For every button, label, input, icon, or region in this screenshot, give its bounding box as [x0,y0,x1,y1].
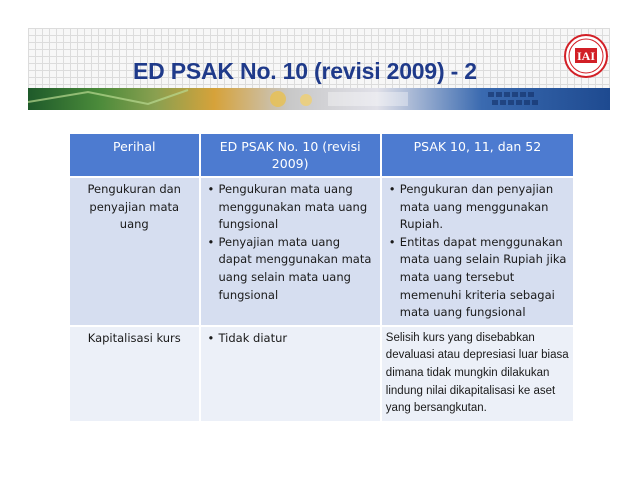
bullet-item: • Pengukuran dan penyajian mata uang menggunakan Rupiah. [400,181,569,234]
header-banner-image [28,88,610,110]
table-row [70,327,573,421]
bullet-item: • Penyajian mata uang dapat menggunakan mata uang selain mata uang fungsional [219,234,376,304]
bullet-item: • Entitas dapat menggunakan mata uang selain Rupiah jika mata uang tersebut memenuhi kriteria sebagai mata uang fungsional [400,234,569,322]
cell-psak: Selisih kurs yang disebabkan devaluasi atau depresiasi luar biasa dimana tidak mungkin dilakukan lindung nilai dikapitalisasi ke aset yang bersangkutan. [382,327,573,421]
cell-perihal: Pengukuran dan penyajian mata uang [70,178,199,325]
table-header-row [70,134,573,176]
header-psak-10-11-52: PSAK 10, 11, dan 52 [382,134,573,176]
slide-title: ED PSAK No. 10 (revisi 2009) - 2 [133,58,477,84]
bullet-item: • Pengukuran mata uang menggunakan mata uang fungsional [219,181,376,234]
bullet-item: • Tidak diatur [219,330,376,348]
cell-perihal: Kapitalisasi kurs [70,327,199,421]
table-row [70,178,573,325]
logo-text: IAI [576,49,596,63]
comparison-table [68,132,575,423]
header-perihal: Perihal [70,134,199,176]
slide-header [28,28,610,110]
iai-logo [564,34,608,78]
cell-ed [201,327,380,421]
header-ed-psak: ED PSAK No. 10 (revisi 2009) [201,134,380,176]
cell-psak [382,178,573,325]
cell-ed [201,178,380,325]
